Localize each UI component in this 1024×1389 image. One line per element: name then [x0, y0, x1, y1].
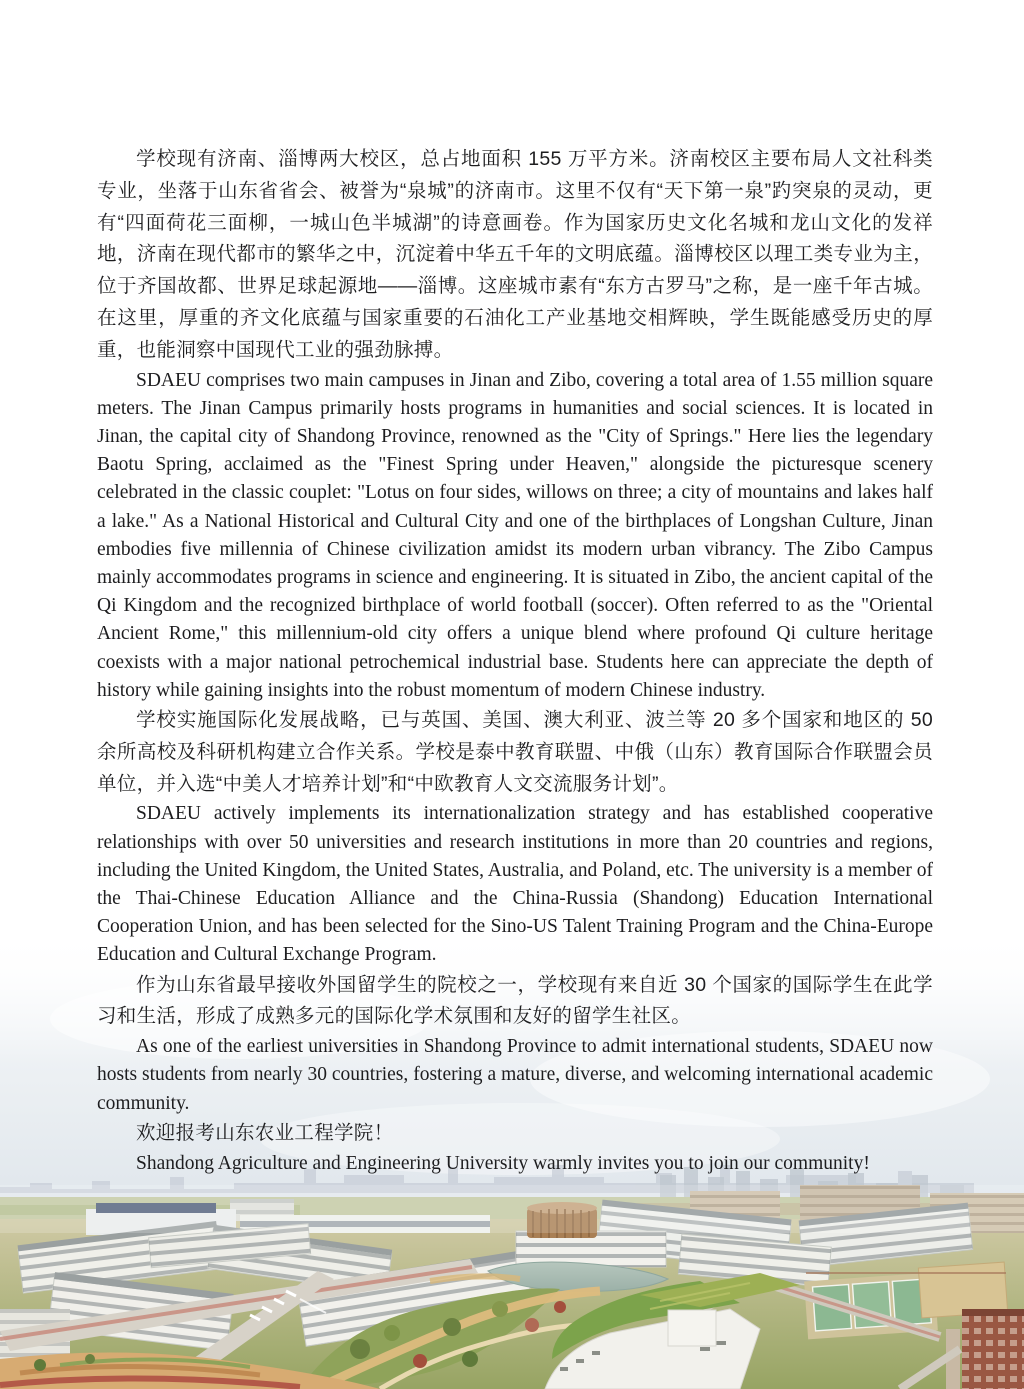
- paragraph-campuses-zh: 学校现有济南、淄博两大校区，总占地面积 155 万平方米。济南校区主要布局人文社科类专业，坐落于山东省省会、被誉为“泉城”的济南市。这里不仅有“天下第一泉”趵突泉的灵动，更有“四面荷花三面柳，一城山色半城湖”的诗意画卷。作为国家历史文化名城和龙山文化的发祥地，济南在现代都市的繁华之中，沉淀着中华五千年的文明底蕴。淄博校区以理工类专业为主，位于齐国故都、世界足球起源地——淄博。这座城市素有“东方古罗马”之称，是一座千年古城。在这里，厚重的齐文化底蕴与国家重要的石油化工产业基地交相辉映，学生既能感受历史的厚重，也能洞察中国现代工业的强劲脉搏。: [97, 148, 933, 361]
- paragraph-international-students-zh: 作为山东省最早接收外国留学生的院校之一，学校现有来自近 30 个国家的国际学生在此学习和生活，形成了成熟多元的国际化学术氛围和友好的留学生社区。: [97, 973, 933, 1028]
- haze-overlay: [0, 1185, 1024, 1233]
- article-body: [97, 144, 933, 1178]
- paragraph-internationalization-en: SDAEU actively implements its internationalization strategy and has established cooperative relationships with over 50 universities and research institutions in more than 20 countries and regions, including the United Kingdom, the United States, Australia, and Poland, etc. The university is a member of the Thai-Chinese Education Alliance and the China-Russia (Shandong) Education International Cooperation Union, and has been selected for the Sino-US Talent Training Program and the China-Europe Education and Cultural Exchange Program.: [97, 803, 933, 966]
- paragraph-welcome-zh: 欢迎报考山东农业工程学院！: [136, 1121, 394, 1144]
- paragraph-internationalization-zh: 学校实施国际化发展战略，已与英国、美国、澳大利亚、波兰等 20 多个国家和地区的 50 余所高校及科研机构建立合作关系。学校是泰中教育联盟、中俄（山东）教育国际合作联盟会员单位，并入选“中美人才培养计划”和“中欧教育人文交流服务计划”。: [97, 709, 933, 795]
- paragraph-campuses-en: SDAEU comprises two main campuses in Jinan and Zibo, covering a total area of 1.55 million square meters. The Jinan Campus primarily hosts programs in humanities and social sciences. It is located in Jinan, the capital city of Shandong Province, renowned as the "City of Springs." Here lies the legendary Baotu Spring, acclaimed as the "Finest Spring under Heaven," alongside the picturesque scenery celebrated in the classic couplet: "Lotus on four sides, willows on three; a city of mountains and lakes half a lake." As a National Historical and Cultural City and one of the birthplaces of Longshan Culture, Jinan embodies five millennia of Chinese civilization amidst its modern urban vibrancy. The Zibo Campus mainly accommodates programs in science and engineering. It is situated in Zibo, the ancient capital of the Qi Kingdom and the recognized birthplace of world football (soccer). Often referred to as the "Oriental Ancient Rome," this millennium-old city offers a unique blend where profound Qi culture heritage coexists with a major national petrochemical industrial base. Students here can appreciate the depth of history while gaining insights into the robust momentum of modern Chinese industry.: [97, 369, 933, 701]
- paragraph-international-students-en: As one of the earliest universities in Shandong Province to admit international students, SDAEU now hosts students from nearly 30 countries, fostering a mature, diverse, and welcoming international academic community.: [97, 1036, 933, 1114]
- paragraph-welcome-en: Shandong Agriculture and Engineering University warmly invites you to join our community!: [136, 1152, 870, 1174]
